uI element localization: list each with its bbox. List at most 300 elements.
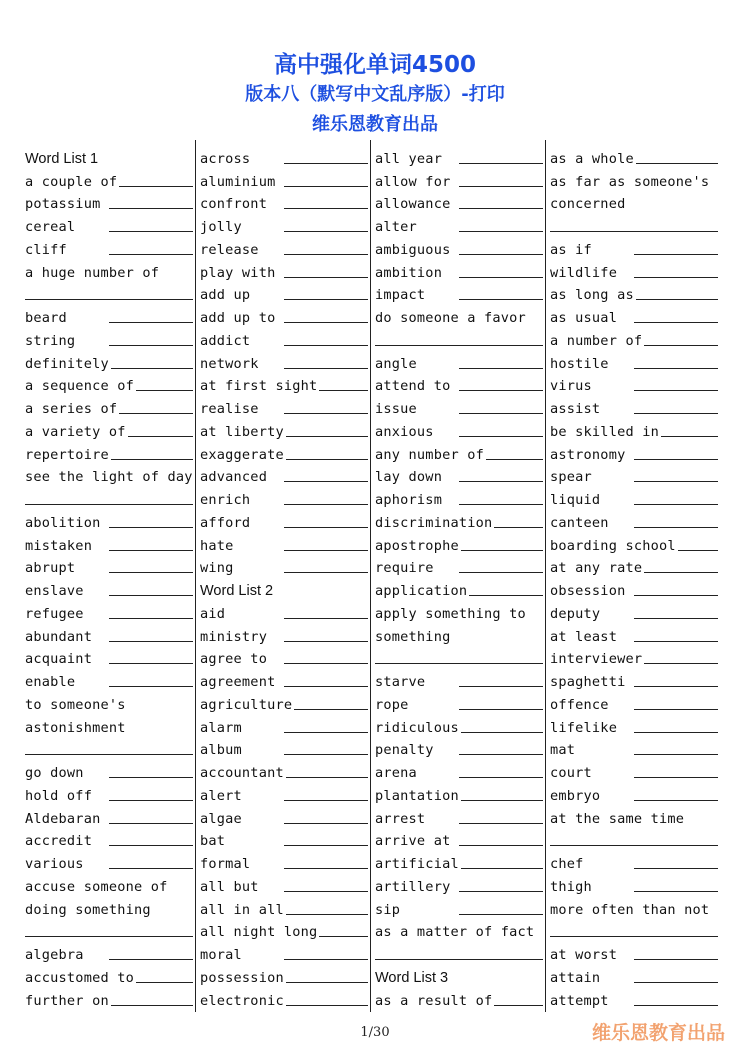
- vocab-word: require: [375, 560, 434, 577]
- vocab-row: [25, 555, 193, 578]
- answer-blank: [109, 345, 193, 346]
- vocab-row: [200, 282, 368, 305]
- vocab-word: alert: [200, 787, 242, 804]
- vocab-word: penalty: [375, 742, 434, 759]
- vocab-word: concerned: [550, 196, 626, 213]
- answer-blank: [459, 231, 543, 232]
- answer-blank: [284, 186, 368, 187]
- word-list-heading-text: Word List 1: [25, 150, 99, 167]
- vocab-word: play with: [200, 264, 276, 281]
- vocab-word: wing: [200, 560, 234, 577]
- vocab-row: [200, 668, 368, 691]
- vocab-word: attend to: [375, 378, 451, 395]
- vocab-row: [550, 646, 718, 669]
- vocab-row: [200, 941, 368, 964]
- vocab-row: [550, 236, 718, 259]
- vocab-word: ridiculous: [375, 719, 459, 736]
- answer-blank: [634, 277, 718, 278]
- vocab-row: [375, 532, 543, 555]
- vocab-word: attempt: [550, 992, 609, 1009]
- answer-blank: [634, 686, 718, 687]
- vocab-word: exaggerate: [200, 446, 284, 463]
- answer-blank: [111, 368, 193, 369]
- answer-blank: [284, 868, 368, 869]
- vocab-word: aluminium: [200, 173, 276, 190]
- vocab-word: formal: [200, 856, 251, 872]
- vocab-row: [25, 896, 193, 919]
- vocab-word: algebra: [25, 947, 84, 963]
- answer-blank: [284, 800, 368, 801]
- vocab-word: cereal: [25, 219, 76, 235]
- vocab-word: be skilled in: [550, 423, 659, 440]
- vocab-word: liquid: [550, 492, 601, 508]
- answer-blank: [486, 459, 543, 460]
- answer-blank: [459, 777, 543, 778]
- vocab-row: [550, 941, 718, 964]
- vocab-row: [25, 714, 193, 737]
- vocab-word: any number of: [375, 446, 484, 463]
- vocab-word: mat: [550, 742, 576, 759]
- vocab-word: cliff: [25, 241, 67, 258]
- vocab-row: [375, 441, 543, 464]
- vocab-word: acquaint: [25, 651, 93, 668]
- vocab-word: as if: [550, 241, 592, 258]
- word-column-2: [200, 145, 368, 1010]
- vocab-row: [375, 987, 543, 1010]
- vocab-word: spaghetti: [550, 674, 626, 690]
- vocab-word: add up to: [200, 310, 276, 326]
- vocab-row: [200, 259, 368, 282]
- vocab-word: angle: [375, 355, 417, 372]
- vocab-row: [550, 418, 718, 441]
- answer-blank: [634, 527, 718, 528]
- answer-line: [25, 737, 193, 760]
- vocab-word: apply something to: [375, 605, 526, 622]
- answer-blank: [459, 914, 543, 915]
- answer-blank: [294, 709, 368, 710]
- vocab-row: [375, 191, 543, 214]
- word-column-1: [25, 145, 193, 1010]
- answer-blank: [634, 595, 718, 596]
- vocab-row: [550, 600, 718, 623]
- vocab-row: [550, 987, 718, 1010]
- vocab-row: [550, 623, 718, 646]
- answer-line: [375, 646, 543, 669]
- answer-blank: [459, 299, 543, 300]
- vocab-word: obsession: [550, 583, 626, 599]
- vocab-row: [550, 850, 718, 873]
- answer-blank: [109, 595, 193, 596]
- vocab-word: a couple of: [25, 173, 118, 190]
- answer-blank: [284, 208, 368, 209]
- vocab-word: deputy: [550, 605, 601, 622]
- answer-blank: [284, 163, 368, 164]
- vocab-word: issue: [375, 401, 417, 417]
- answer-blank: [634, 368, 718, 369]
- vocab-word: spear: [550, 469, 592, 486]
- answer-blank: [109, 845, 193, 846]
- vocab-word: as long as: [550, 287, 634, 304]
- vocab-word: alter: [375, 219, 417, 235]
- answer-blank: [459, 481, 543, 482]
- vocab-word: doing something: [25, 901, 151, 918]
- column-divider: [195, 140, 196, 1012]
- vocab-word: mistaken: [25, 537, 93, 554]
- answer-blank: [286, 436, 368, 437]
- vocab-word: as usual: [550, 310, 618, 326]
- vocab-word: boarding school: [550, 537, 676, 554]
- answer-blank: [119, 186, 193, 187]
- answer-blank: [494, 527, 543, 528]
- answer-blank: [284, 322, 368, 323]
- answer-blank: [284, 527, 368, 528]
- answer-blank: [119, 413, 193, 414]
- vocab-word: at liberty: [200, 423, 284, 440]
- vocab-word: electronic: [200, 992, 284, 1009]
- answer-blank: [459, 891, 543, 892]
- vocab-word: see the light of day: [25, 469, 193, 486]
- answer-blank: [286, 777, 368, 778]
- answer-blank: [109, 527, 193, 528]
- vocab-row: [550, 691, 718, 714]
- answer-blank: [109, 663, 193, 664]
- word-column-3: [375, 145, 543, 1010]
- vocab-row: [25, 327, 193, 350]
- vocab-row: [200, 691, 368, 714]
- vocab-word: a sequence of: [25, 378, 134, 395]
- answer-blank: [319, 936, 368, 937]
- vocab-word: all but: [200, 878, 259, 895]
- vocab-row: [200, 759, 368, 782]
- vocab-row: [550, 668, 718, 691]
- vocab-row: [200, 441, 368, 464]
- answer-blank: [469, 595, 543, 596]
- answer-blank: [459, 709, 543, 710]
- vocab-word: rope: [375, 696, 409, 713]
- vocab-word: accustomed to: [25, 969, 134, 986]
- vocab-row: [25, 213, 193, 236]
- answer-blank: [550, 845, 718, 846]
- vocab-row: [25, 668, 193, 691]
- answer-blank: [284, 641, 368, 642]
- vocab-row: [375, 259, 543, 282]
- vocab-row: [25, 168, 193, 191]
- watermark-logo: 维乐恩教育出品: [592, 1022, 726, 1044]
- vocab-word: impact: [375, 287, 426, 304]
- vocab-row: [200, 782, 368, 805]
- vocab-row: [550, 191, 718, 214]
- vocab-word: a huge number of: [25, 264, 160, 281]
- answer-blank: [636, 163, 718, 164]
- answer-blank: [634, 777, 718, 778]
- vocab-word: at any rate: [550, 560, 643, 577]
- answer-blank: [109, 618, 193, 619]
- vocab-word: court: [550, 765, 592, 781]
- vocab-row: [550, 555, 718, 578]
- vocab-word: thigh: [550, 878, 592, 895]
- vocab-word: canteen: [550, 514, 609, 531]
- vocab-row: [25, 759, 193, 782]
- vocab-word: ambition: [375, 264, 443, 281]
- answer-blank: [284, 413, 368, 414]
- vocab-row: [200, 486, 368, 509]
- answer-line: [375, 327, 543, 350]
- vocab-row: [375, 577, 543, 600]
- vocab-row: [550, 805, 718, 828]
- answer-blank: [109, 686, 193, 687]
- vocab-row: [200, 850, 368, 873]
- answer-blank: [634, 868, 718, 869]
- vocab-word: enslave: [25, 583, 84, 599]
- answer-blank: [459, 504, 543, 505]
- vocab-word: attain: [550, 969, 601, 986]
- vocab-word: astonishment: [25, 719, 126, 736]
- answer-blank: [644, 572, 718, 573]
- publisher-line: 维乐恩教育出品: [312, 114, 438, 135]
- vocab-word: afford: [200, 514, 251, 531]
- answer-blank: [284, 345, 368, 346]
- vocab-word: agree to: [200, 651, 268, 668]
- vocab-row: [375, 373, 543, 396]
- answer-blank: [286, 982, 368, 983]
- answer-blank: [459, 186, 543, 187]
- vocab-row: [25, 304, 193, 327]
- answer-blank: [109, 800, 193, 801]
- vocab-row: [25, 964, 193, 987]
- vocab-row: [550, 509, 718, 532]
- vocab-row: [550, 304, 718, 327]
- page-title: 高中强化单词4500: [273, 52, 476, 78]
- vocab-word: something: [375, 628, 451, 645]
- vocab-word: agriculture: [200, 696, 293, 713]
- answer-blank: [461, 550, 543, 551]
- word-list-heading: [200, 577, 368, 600]
- vocab-word: virus: [550, 378, 592, 395]
- vocab-row: [550, 441, 718, 464]
- vocab-row: [25, 509, 193, 532]
- vocab-row: [550, 395, 718, 418]
- answer-blank: [459, 823, 543, 824]
- vocab-row: [375, 691, 543, 714]
- vocab-row: [25, 259, 193, 282]
- vocab-word: discrimination: [375, 514, 493, 531]
- vocab-row: [25, 850, 193, 873]
- vocab-word: string: [25, 332, 76, 349]
- answer-blank: [284, 754, 368, 755]
- vocab-word: apostrophe: [375, 537, 459, 554]
- vocab-word: allow for: [375, 173, 451, 190]
- answer-blank: [634, 982, 718, 983]
- answer-blank: [109, 208, 193, 209]
- vocab-row: [550, 350, 718, 373]
- vocab-word: artillery: [375, 878, 451, 895]
- answer-blank: [494, 1005, 543, 1006]
- vocab-word: enable: [25, 674, 76, 690]
- answer-blank: [634, 959, 718, 960]
- vocab-word: enrich: [200, 492, 251, 508]
- answer-blank: [284, 550, 368, 551]
- answer-line: [550, 919, 718, 942]
- vocab-word: artificial: [375, 856, 459, 872]
- vocab-word: starve: [375, 674, 426, 690]
- answer-blank: [109, 572, 193, 573]
- vocab-word: repertoire: [25, 446, 109, 463]
- answer-blank: [284, 663, 368, 664]
- answer-blank: [284, 823, 368, 824]
- vocab-word: aid: [200, 605, 226, 622]
- vocab-word: all night long: [200, 924, 318, 941]
- word-column-4: [550, 145, 718, 1010]
- vocab-word: possession: [200, 969, 284, 986]
- vocab-word: allowance: [375, 196, 451, 213]
- answer-blank: [284, 277, 368, 278]
- answer-blank: [459, 163, 543, 164]
- answer-blank: [459, 845, 543, 846]
- answer-blank: [286, 914, 368, 915]
- vocab-word: release: [200, 241, 259, 258]
- vocab-row: [200, 509, 368, 532]
- vocab-word: go down: [25, 765, 84, 781]
- vocab-row: [375, 737, 543, 760]
- vocab-word: a series of: [25, 401, 118, 417]
- answer-blank: [284, 299, 368, 300]
- answer-blank: [136, 982, 193, 983]
- column-divider: [370, 140, 371, 1012]
- vocab-row: [200, 873, 368, 896]
- vocab-row: [550, 714, 718, 737]
- word-list-heading-text: Word List 3: [375, 969, 449, 986]
- vocab-word: refugee: [25, 605, 84, 622]
- answer-blank: [634, 481, 718, 482]
- vocab-word: accountant: [200, 765, 284, 781]
- vocab-word: lay down: [375, 469, 443, 486]
- vocab-row: [200, 213, 368, 236]
- answer-blank: [284, 504, 368, 505]
- vocab-row: [550, 737, 718, 760]
- vocab-word: abolition: [25, 514, 101, 531]
- answer-blank: [25, 504, 193, 505]
- answer-blank: [111, 1005, 193, 1006]
- vocab-row: [200, 236, 368, 259]
- vocab-word: potassium: [25, 196, 101, 213]
- answer-blank: [375, 345, 543, 346]
- vocab-word: anxious: [375, 423, 434, 440]
- vocab-word: jolly: [200, 219, 242, 235]
- answer-blank: [284, 254, 368, 255]
- answer-blank: [319, 390, 368, 391]
- vocab-row: [200, 418, 368, 441]
- answer-blank: [634, 413, 718, 414]
- answer-blank: [550, 936, 718, 937]
- vocab-row: [375, 395, 543, 418]
- vocab-word: application: [375, 583, 468, 599]
- vocab-row: [375, 782, 543, 805]
- vocab-row: [200, 304, 368, 327]
- answer-blank: [459, 436, 543, 437]
- answer-blank: [634, 322, 718, 323]
- vocab-row: [200, 919, 368, 942]
- answer-blank: [644, 663, 718, 664]
- vocab-word: sip: [375, 901, 401, 918]
- answer-blank: [284, 481, 368, 482]
- answer-blank: [111, 459, 193, 460]
- answer-blank: [634, 732, 718, 733]
- vocab-row: [550, 327, 718, 350]
- vocab-row: [375, 668, 543, 691]
- vocab-row: [375, 464, 543, 487]
- vocab-row: [25, 782, 193, 805]
- vocab-row: [200, 896, 368, 919]
- word-list-heading: [25, 145, 193, 168]
- answer-blank: [128, 436, 193, 437]
- vocab-row: [25, 236, 193, 259]
- vocab-row: [200, 828, 368, 851]
- vocab-word: hostile: [550, 355, 609, 372]
- answer-blank: [634, 618, 718, 619]
- vocab-word: to someone's: [25, 696, 126, 713]
- answer-blank: [284, 231, 368, 232]
- vocab-word: interviewer: [550, 651, 643, 668]
- vocab-row: [200, 987, 368, 1010]
- vocab-row: [375, 919, 543, 942]
- answer-blank: [284, 959, 368, 960]
- vocab-row: [550, 145, 718, 168]
- answer-line: [375, 941, 543, 964]
- vocab-row: [375, 873, 543, 896]
- vocab-row: [550, 282, 718, 305]
- answer-blank: [25, 299, 193, 300]
- answer-blank: [109, 959, 193, 960]
- vocab-row: [550, 577, 718, 600]
- vocab-row: [25, 441, 193, 464]
- column-divider: [545, 140, 546, 1012]
- page-number: 1/30: [360, 1025, 390, 1040]
- answer-line: [550, 213, 718, 236]
- answer-blank: [109, 254, 193, 255]
- answer-blank: [284, 891, 368, 892]
- answer-blank: [644, 345, 718, 346]
- vocab-word: hold off: [25, 787, 93, 804]
- answer-blank: [459, 368, 543, 369]
- answer-blank: [459, 390, 543, 391]
- vocab-word: various: [25, 856, 84, 872]
- answer-blank: [634, 641, 718, 642]
- answer-blank: [284, 618, 368, 619]
- vocab-row: [550, 873, 718, 896]
- vocab-row: [200, 805, 368, 828]
- answer-blank: [109, 322, 193, 323]
- vocab-row: [200, 964, 368, 987]
- vocab-word: advanced: [200, 469, 268, 486]
- vocab-row: [375, 509, 543, 532]
- vocab-row: [375, 304, 543, 327]
- vocab-row: [200, 623, 368, 646]
- vocab-row: [200, 737, 368, 760]
- vocab-word: algae: [200, 810, 242, 827]
- vocab-row: [25, 395, 193, 418]
- vocab-word: plantation: [375, 787, 459, 804]
- vocab-row: [200, 464, 368, 487]
- answer-blank: [634, 800, 718, 801]
- vocab-word: as a result of: [375, 992, 493, 1009]
- vocab-row: [550, 896, 718, 919]
- vocab-word: moral: [200, 947, 242, 963]
- vocab-word: addict: [200, 332, 251, 349]
- vocab-row: [200, 714, 368, 737]
- answer-blank: [550, 231, 718, 232]
- vocab-word: confront: [200, 196, 268, 213]
- vocab-word: further on: [25, 992, 109, 1009]
